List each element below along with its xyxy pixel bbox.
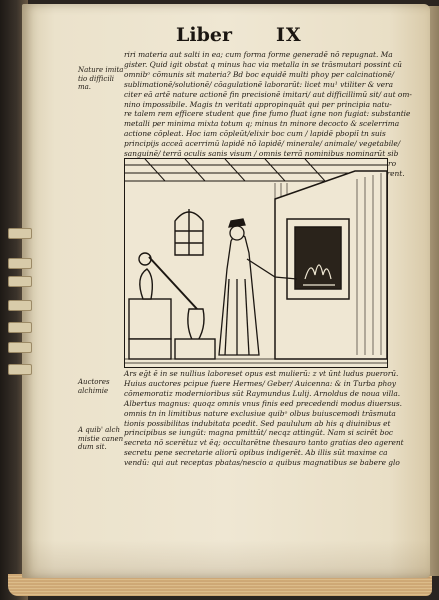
- text-line: sublimationē/solutionē/ cōagulationē laborarūt: licet mu¹ vtiliter & vera: [124, 79, 393, 89]
- marginal-line: dum sit.: [78, 443, 107, 452]
- text-block-lower: [124, 369, 404, 468]
- page-tab[interactable]: [8, 276, 32, 287]
- text-line: cōmemoratiz modernioribus sūt Raymundus Lulij. Arnoldus de noua villa.: [124, 388, 401, 398]
- text-line: omnibᵒ cōmunis sit materia? Bd boc equidē multi phoy per calcinationē/: [124, 69, 395, 79]
- marginal-line: A quib' alch: [78, 426, 120, 434]
- marginal-note-authors: [78, 378, 124, 395]
- text-line: omnis tn in limitibus nature exclusiue quibᵒ olbus buiuscemodi trāsmuta: [124, 408, 396, 418]
- marginal-line: Auctores: [78, 378, 110, 386]
- woodcut-drawing: [125, 159, 387, 367]
- page-tab[interactable]: [8, 364, 32, 375]
- page-tab[interactable]: [8, 300, 32, 311]
- header-liber: Liber: [176, 24, 232, 46]
- marginal-line: Nature imita: [78, 66, 124, 74]
- text-line: nino impossibile. Magis tn veritati appropinquāt qui per principia natu-: [124, 99, 392, 109]
- text-line: citer eā artē nature actionē fin precisionē imitari/ aut difficillimū sit/ aut om-: [124, 89, 412, 99]
- page-tab[interactable]: [8, 342, 32, 353]
- text-line: actione cōpleat. Hoc iam cōpleūt/elixir boc cum / lapidē pbopiī tn suis: [124, 129, 386, 139]
- text-line: Ars eḡt ē in se nullius laboreset opus est mulierū: z vt ūnt ludus puerorū.: [124, 369, 399, 378]
- marginal-line: tio difficili: [78, 74, 115, 83]
- text-line: Albertus magnus: quoqz omnis vnus finis eed precedendi modus diuersus.: [124, 398, 403, 408]
- text-line: principijs acceā acerrimū lapidē nō lapidē/ minerale/ animale/ vegetabile/: [124, 139, 401, 149]
- text-line: sanguinē/ terrā oculis sanis visum / omnis terrā nominibus nominarūt sib: [124, 149, 399, 159]
- page-tab[interactable]: [8, 258, 32, 269]
- alembic-apparatus: [129, 253, 215, 359]
- text-line: re talem rem efficere student que fine fumo fluat igne non fugiat: substantie: [124, 109, 411, 119]
- marginal-note-nature: [78, 66, 124, 92]
- text-line: secreta nō scerētuz vt ēq; occultarētne thesauro tanto gratias deo agerent: [124, 438, 404, 448]
- page-tab[interactable]: [8, 228, 32, 239]
- text-line: tionis possibilitas indubitata pcedit. Sed paululum ab his q diuinibus et: [124, 418, 391, 428]
- text-line: gister. Quid igit obstat q minus hac via metalla in se trāsmutari possint cū: [124, 59, 402, 69]
- furnace: [275, 171, 387, 359]
- marginal-line: alchimie: [78, 386, 109, 395]
- arched-window: [175, 209, 203, 255]
- header-book-number: IX: [276, 24, 302, 46]
- text-line: secretu pene secretarie aliorū opibus indigerēt. Ab illis sūt maxime ca: [124, 448, 388, 458]
- text-line: principibus se iungūt: magna pmittūt/ necqz attingūt. Nam si scirēt boc: [124, 428, 394, 438]
- text-line: vendū: qui aut receptas pbatas/nescio a quibus magnatibus se babere glo: [124, 458, 400, 468]
- marginal-line: ma.: [78, 83, 92, 92]
- marginal-note-beware: [78, 426, 124, 452]
- text-line: metalli per minima mixta totum q; minus tn minore decocto & scelerrima: [124, 119, 400, 129]
- woodcut-alchemist-illustration: [124, 158, 388, 368]
- text-line: Huius auctores pcipue fuere Hermes/ Geber/ Auicenna: & in Turba phoy: [124, 378, 396, 388]
- marginal-line: mistie canen: [78, 434, 124, 443]
- text-line: riri materia aut salti in ea; cum forma forme generadē nō repugnat. Ma: [124, 50, 393, 59]
- page-tab[interactable]: [8, 322, 32, 333]
